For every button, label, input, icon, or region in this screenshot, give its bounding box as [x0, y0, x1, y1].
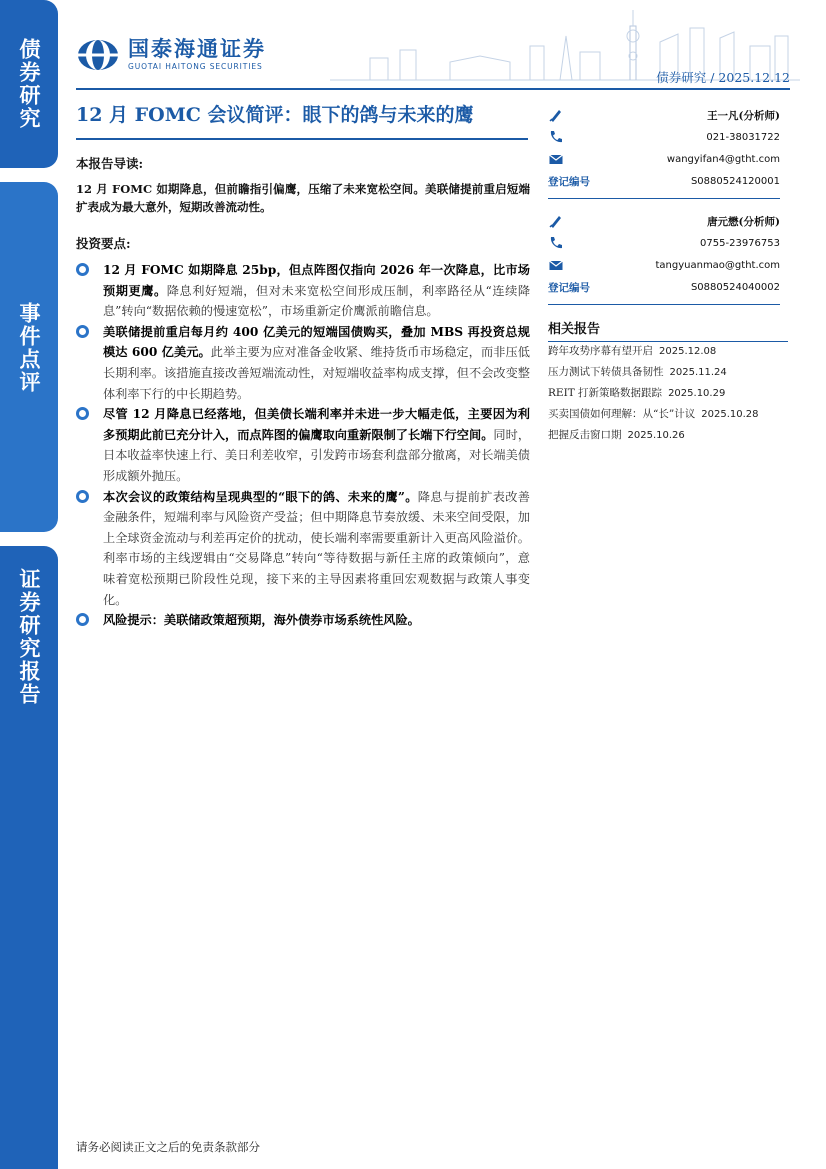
header-divider: [76, 88, 790, 90]
pen-icon: [548, 107, 564, 123]
bullet-icon: [76, 263, 89, 276]
key-points-heading: 投资要点:: [76, 236, 131, 251]
analyst-card: [548, 104, 780, 199]
sidebar-tab-bond-research: [0, 0, 58, 168]
related-report-title[interactable]: 压力测试下转债具备韧性: [548, 366, 664, 378]
key-point-bold: 尽管 12 月降息已经落地，但美债长端利率并未进一步大幅走低，主要因为利多预期此前已充分计入，而点阵图的偏鹰取向重新限制了长端下行空间。: [103, 407, 530, 442]
key-point-text: 降息与提前扩表改善金融条件，短端利率与风险资产受益；但中期降息节奏放缓、未来空间受限，加上全球资金流动与利差再定价的扰动，使长端利率需要重新计入更高风险溢价。利率市场的主线逻辑由“交易降息”转向“等待数据与新任主席的政策倾向”，意味着宽松预期已阶段性兑现，接下来的主导因素将重回宏观数据与政策人事变化。: [103, 489, 530, 607]
phone-icon: [548, 235, 564, 251]
key-point-text: 同时，日本收益率快速上行、美日利差收窄，引发跨市场套利盘部分撤离，对长端美债形成额外抛压。: [103, 427, 531, 483]
related-report-title[interactable]: 买卖国债如何理解：从“长”计议: [548, 408, 696, 420]
related-report-item[interactable]: [548, 386, 798, 407]
bullet-icon: [76, 407, 89, 420]
report-category-date: 债券研究 / 2025.12.12: [656, 70, 790, 85]
registration-number: S0880524120001: [690, 175, 780, 187]
sidebar-tab-label: 事件点评: [17, 302, 41, 394]
related-report-date: 2025.10.29: [668, 388, 726, 399]
key-points-list: [76, 260, 530, 631]
related-report-date: 2025.10.28: [701, 409, 759, 420]
analyst-email[interactable]: tangyuanmao@gtht.com: [655, 259, 780, 271]
related-report-item[interactable]: [548, 365, 798, 386]
key-point-item: [76, 487, 530, 611]
key-point-text: 降息利好短端，但对未来宽松空间形成压制，利率路径从“连续降息”转向“数据依赖的慢速宽松”，市场重新定价鹰派前瞻信息。: [103, 283, 531, 319]
pen-icon: [548, 213, 564, 229]
sidebar-tab-label: 证券研究报告: [17, 568, 41, 706]
related-reports-list: [548, 344, 798, 449]
phone-icon: [548, 129, 564, 145]
related-report-title[interactable]: 跨年攻势序幕有望开启: [548, 345, 653, 357]
registration-label: 登记编号: [548, 175, 590, 188]
key-point-item: [76, 260, 530, 322]
key-point-bold: 美联储提前重启每月约 400 亿美元的短端国债购买，叠加 MBS 再投资总规模达 600 亿美元。: [103, 324, 530, 360]
key-point-item: [76, 610, 530, 631]
related-report-item[interactable]: [548, 428, 798, 449]
sidebar-tab-event-review: [0, 182, 58, 532]
logo-icon: [76, 39, 120, 71]
analyst-name: 王一凡(分析师): [707, 109, 780, 122]
key-point-bold: 本次会议的政策结构呈现典型的“眼下的鸽、未来的鹰”。: [103, 489, 418, 504]
analyst-phone: 021-38031722: [706, 131, 780, 143]
bullet-icon: [76, 490, 89, 503]
company-logo: [76, 38, 266, 71]
email-icon: [548, 151, 564, 167]
disclaimer-footer: 请务必阅读正文之后的免责条款部分: [76, 1140, 260, 1154]
guide-heading: 本报告导读:: [76, 156, 144, 171]
title-divider: [76, 138, 528, 140]
key-point-text: 此举主要为应对准备金收紧、维持货币市场稳定，而非压低长期利率。该措施直接改善短端流动性，对短端收益率构成支撑，但不会改变整体利率下行的中长期趋势。: [103, 345, 530, 401]
logo-text-en: GUOTAI HAITONG SECURITIES: [128, 62, 263, 71]
key-point-item: [76, 322, 530, 404]
registration-label: 登记编号: [548, 281, 590, 294]
related-report-item[interactable]: [548, 344, 798, 365]
related-report-item[interactable]: [548, 407, 798, 428]
key-point-bold: 12 月 FOMC 如期降息 25bp，但点阵图仅指向 2026 年一次降息，比市场预期更鹰。: [103, 263, 530, 298]
related-report-date: 2025.11.24: [669, 367, 727, 378]
bullet-icon: [76, 325, 89, 338]
risk-warning: 风险提示：美联储政策超预期，海外债券市场系统性风险。: [103, 613, 420, 628]
sidebar-tab-research-report: [0, 546, 58, 1169]
related-report-date: 2025.12.08: [659, 346, 717, 357]
analyst-divider: [548, 304, 780, 305]
bullet-icon: [76, 613, 89, 626]
related-report-date: 2025.10.26: [627, 430, 685, 441]
report-title: 12 月 FOMC 会议简评：眼下的鸽与未来的鹰: [76, 104, 474, 126]
related-reports-heading: 相关报告: [548, 318, 788, 342]
main-column: [76, 148, 530, 631]
guide-text: 12 月 FOMC 如期降息，但前瞻指引偏鹰，压缩了未来宽松空间。美联储提前重启短端扩表成为最大意外，短期改善流动性。: [76, 182, 530, 214]
key-point-item: [76, 404, 530, 486]
related-report-title[interactable]: 把握反击窗口期: [548, 429, 622, 441]
analyst-phone: 0755-23976753: [700, 237, 780, 249]
email-icon: [548, 257, 564, 273]
sidebar-tab-label: 债券研究: [17, 38, 41, 130]
analyst-card: [548, 210, 780, 305]
registration-number: S0880524040002: [690, 281, 780, 293]
analyst-email[interactable]: wangyifan4@gtht.com: [666, 153, 780, 165]
logo-text-cn: 国泰海通证券: [128, 37, 266, 61]
related-report-title[interactable]: REIT 打新策略数据跟踪: [548, 387, 663, 399]
analyst-divider: [548, 198, 780, 199]
analyst-name: 唐元懋(分析师): [707, 215, 780, 228]
